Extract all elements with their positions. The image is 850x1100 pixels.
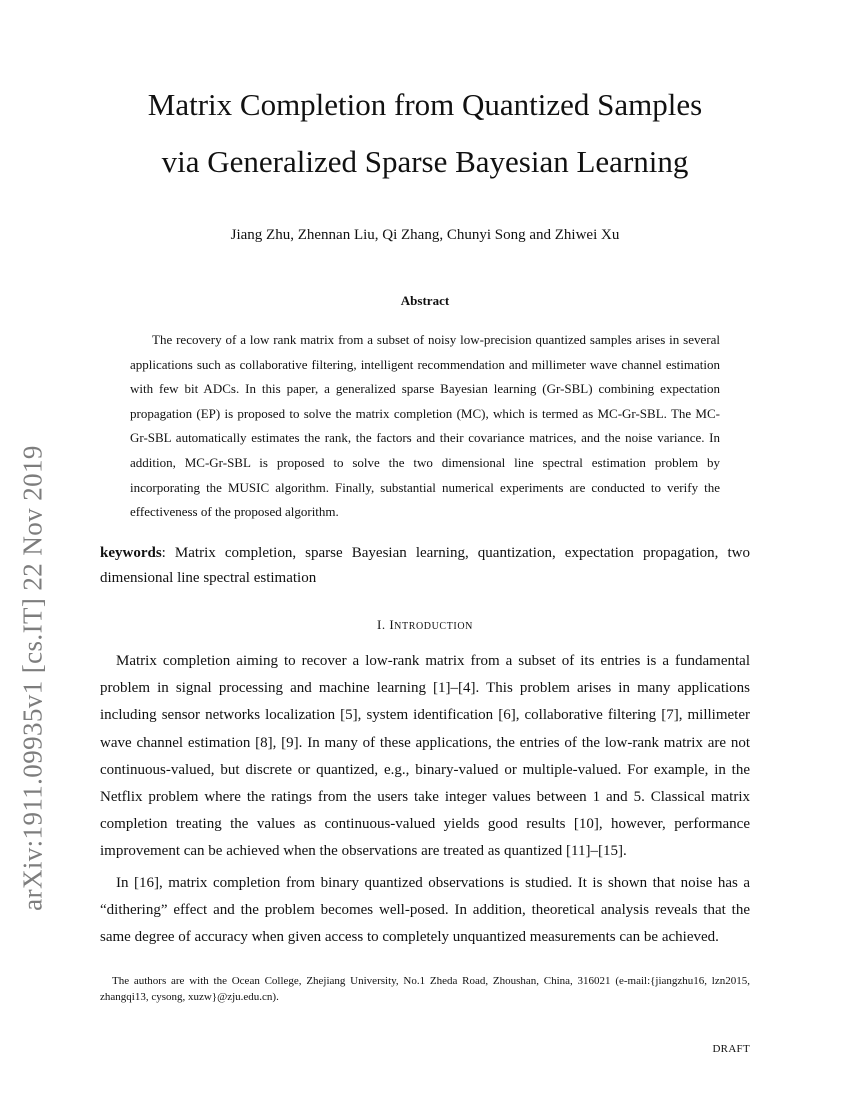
arxiv-identifier: arXiv:1911.09935v1 [cs.IT] 22 Nov 2019 [17,445,48,911]
footnote: The authors are with the Ocean College, Zhejiang University, No.1 Zheda Road, Zhoushan, China, 316021 (e-mail:{jiangzhu16, lzn2015, zhangqi13, cysong, xuzw}@zju.edu.cn). [100,975,750,1003]
keywords-text: : Matrix completion, sparse Bayesian learning, quantization, expectation propagation, two dimensional line spectral estimation [100,545,750,586]
keywords-label: keywords [100,545,162,561]
section-heading [0,617,850,633]
abstract-heading: Abstract [400,293,450,308]
section-number: I. [376,617,386,632]
intro-paragraph-1: Matrix completion aiming to recover a low-rank matrix from a subset of its entries is a fundamental problem in signal processing and machine learning [1]–[4]. This problem arises in many applications including sensor networks localization [5], system identification [6], collaborative filtering [7], millimeter wave channel estimation [8], [9]. In many of these applications, the entries of the low-rank matrix are not continuous-valued, but discrete or quantized, e.g., binary-valued or multiple-valued. For example, in the Netflix problem where the ratings from the users take integer values between 1 and 5. Classical matrix completion treating the values as continuous-valued yields good results [10], however, performance improvement can be achieved when the observations are treated as quantized [11]–[15]. [100,653,750,860]
intro-paragraph-2: In [16], matrix completion from binary quantized observations is studied. It is shown that noise has a “dithering” effect and the problem becomes well-posed. In addition, theoretical analysis reveals that the same degree of accuracy when given access to completely unquantized measurements can be achieved. [100,875,750,946]
author-list: Jiang Zhu, Zhennan Liu, Qi Zhang, Chunyi Song and Zhiwei Xu [230,227,620,243]
section-initial: I [389,617,395,632]
paper-title-line-2: via Generalized Sparse Bayesian Learning [161,144,689,179]
paper-title-line-1: Matrix Completion from Quantized Samples [147,87,703,122]
section-title-rest: NTRODUCTION [394,621,473,632]
abstract-text: The recovery of a low rank matrix from a subset of noisy low-precision quantized samples arises in several applications such as collaborative filtering, intelligent recommendation and millimeter wave channel estimation with few bit ADCs. In this paper, a generalized sparse Bayesian learning (Gr-SBL) combining expectation propagation (EP) is proposed to solve the matrix completion (MC), which is termed as MC-Gr-SBL. The MC-Gr-SBL automatically estimates the rank, the factors and their covariance matrices, and the noise variance. In addition, MC-Gr-SBL is proposed to solve the two dimensional line spectral estimation problem by incorporating the MUSIC algorithm. Finally, substantial numerical experiments are conducted to verify the effectiveness of the proposed algorithm. [130,332,720,520]
keywords [100,541,750,591]
footer-draft-label: DRAFT [712,1043,750,1055]
